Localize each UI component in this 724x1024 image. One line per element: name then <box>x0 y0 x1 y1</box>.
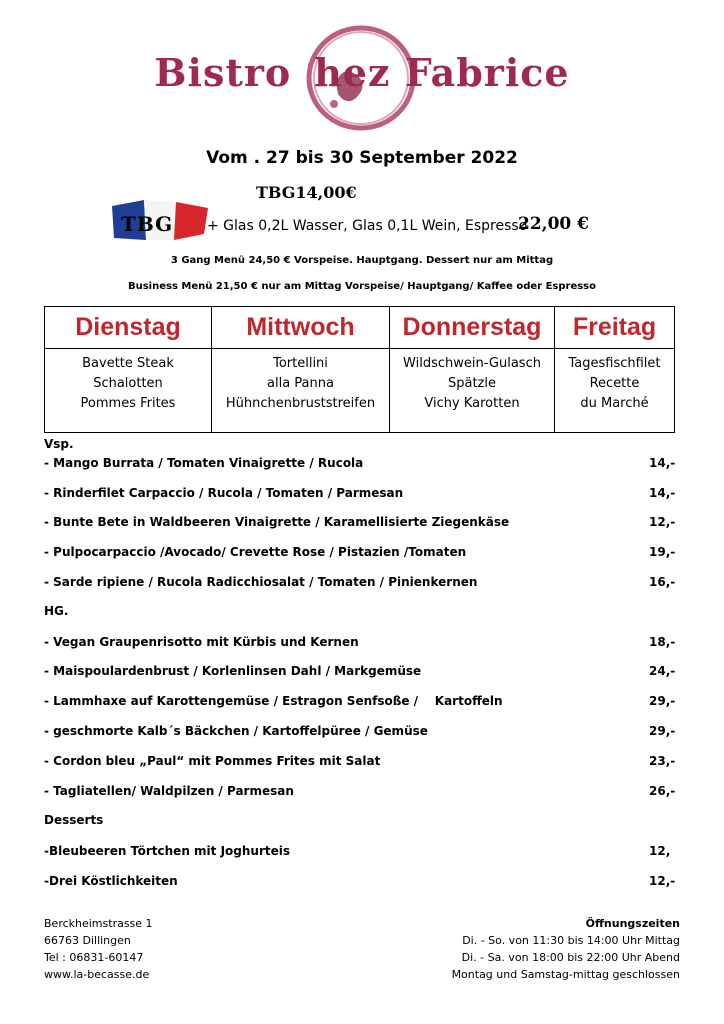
footer-address-line: Berckheimstrasse 1 <box>44 917 153 930</box>
menu-item-price: 26,- <box>649 784 676 798</box>
menu-item: -Bleubeeren Törtchen mit Joghurteis <box>44 844 291 858</box>
menu-item-price: 29,- <box>649 694 676 708</box>
menu-item: - Sarde ripiene / Rucola Radicchiosalat / Tomaten / Pinienkernen <box>44 575 478 589</box>
menu-item: - Cordon bleu „Paul“ mit Pommes Frites mit Salat <box>44 754 381 768</box>
dish-line: Vichy Karotten <box>424 396 520 411</box>
menu-item: - Pulpocarpaccio /Avocado/ Crevette Rose / Pistazien /Tomaten <box>44 545 467 559</box>
day-dishes <box>212 349 389 432</box>
dish-line: Tortellini <box>273 356 328 371</box>
menu-item-price: 12,- <box>649 515 676 529</box>
day-dishes <box>45 349 211 432</box>
main-section-title: HG. <box>44 604 69 618</box>
day-heading: Freitag <box>555 307 674 349</box>
menu-item-price: 19,- <box>649 545 676 559</box>
footer-website-link[interactable]: www.la-becasse.de <box>44 968 150 981</box>
menu-item-price: 14,- <box>649 486 676 500</box>
menu-item: - Vegan Graupenrisotto mit Kürbis und Kernen <box>44 635 359 649</box>
menu-item-price: 29,- <box>649 724 676 738</box>
dish-line: Spätzle <box>447 376 496 391</box>
week-title: Vom . 27 bis 30 September 2022 <box>206 148 518 168</box>
dish-line: alla Panna <box>267 376 334 391</box>
daily-specials-table <box>44 306 675 433</box>
menu-item: - Tagliatellen/ Waldpilzen / Parmesan <box>44 784 294 798</box>
opening-hours-title: Öffnungszeiten <box>585 917 680 930</box>
day-dishes <box>555 349 674 432</box>
dish-line: Hühnchenbruststreifen <box>225 396 376 411</box>
menu-item: - Maispoulardenbrust / Korlenlinsen Dahl / Markgemüse <box>44 664 422 678</box>
tbg-price: TBG14,00€ <box>256 183 357 202</box>
day-column-freitag <box>555 307 674 432</box>
menu-item-price: 23,- <box>649 754 676 768</box>
menu-item-price: 12,- <box>649 874 676 888</box>
menu-item-price: 14,- <box>649 456 676 470</box>
day-column-donnerstag <box>390 307 555 432</box>
dish-line: Pommes Frites <box>80 396 176 411</box>
logo-text: Bistro hez Fabrice <box>154 50 570 95</box>
menu-item-price: 24,- <box>649 664 676 678</box>
menu-item-price: 16,- <box>649 575 676 589</box>
day-column-dienstag <box>45 307 212 432</box>
business-menu-line: Business Menü 21,50 € nur am Mittag Vorspeise/ Hauptgang/ Kaffee oder Espresso <box>127 281 596 292</box>
menu-item-price: 18,- <box>649 635 676 649</box>
footer-address-line: 66763 Dillingen <box>44 934 131 947</box>
menu-item: - Bunte Bete in Waldbeeren Vinaigrette / Karamellisierte Ziegenkäse <box>44 515 510 529</box>
tbg-price-full: 22,00 € <box>518 214 589 234</box>
day-heading: Donnerstag <box>390 307 554 349</box>
starter-section-title: Vsp. <box>44 437 74 451</box>
menu-item: - geschmorte Kalb´s Bäckchen / Kartoffelpüree / Gemüse <box>44 724 428 738</box>
tbg-logo: TBG <box>121 212 174 236</box>
menu-item: - Lammhaxe auf Karottengemüse / Estragon Senfsoße / Kartoffeln <box>44 694 503 708</box>
day-column-mittwoch <box>212 307 390 432</box>
tbg-description: + Glas 0,2L Wasser, Glas 0,1L Wein, Espresso <box>207 218 528 234</box>
dish-line: Tagesfischfilet <box>568 356 661 371</box>
menu-item: -Drei Köstlichkeiten <box>44 874 178 888</box>
day-heading: Dienstag <box>45 307 211 349</box>
dish-line: Recette <box>589 376 640 391</box>
dish-line: du Marché <box>580 396 649 411</box>
dish-line: Wildschwein-Gulasch <box>403 356 541 371</box>
three-course-menu-line: 3 Gang Menü 24,50 € Vorspeise. Hauptgang. Dessert nur am Mittag <box>170 255 554 266</box>
menu-item: - Mango Burrata / Tomaten Vinaigrette / Rucola <box>44 456 364 470</box>
dessert-section-title: Desserts <box>44 813 104 827</box>
menu-item-price: 12, <box>649 844 671 858</box>
dish-line: Schalotten <box>93 376 163 391</box>
menu-item: - Rinderfilet Carpaccio / Rucola / Tomaten / Parmesan <box>44 486 404 500</box>
footer-phone: Tel : 06831-60147 <box>44 951 144 964</box>
day-heading: Mittwoch <box>212 307 389 349</box>
dish-line: Bavette Steak <box>82 356 174 371</box>
opening-hours-line: Di. - So. von 11:30 bis 14:00 Uhr Mittag <box>462 934 680 947</box>
opening-hours-line: Montag und Samstag-mittag geschlossen <box>451 968 680 981</box>
opening-hours-line: Di. - Sa. von 18:00 bis 22:00 Uhr Abend <box>461 951 680 964</box>
day-dishes <box>390 349 554 432</box>
